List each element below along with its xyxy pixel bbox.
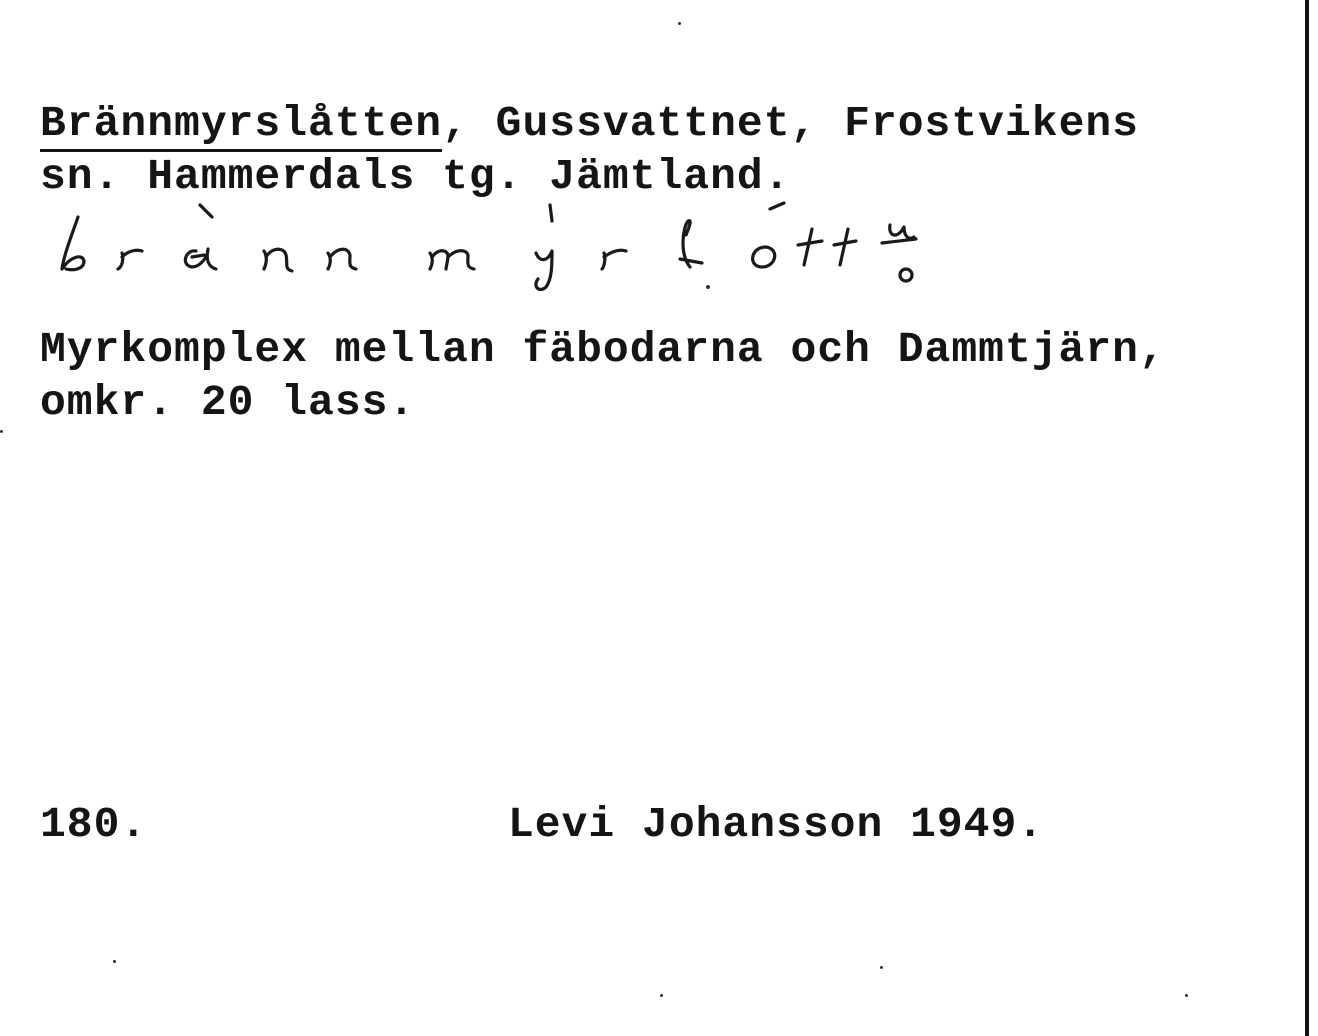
speck (678, 22, 681, 25)
speck (1185, 994, 1188, 997)
heading-location: , Gussvattnet, Frostvikens (442, 99, 1139, 148)
speck (660, 994, 663, 997)
card-edge (1305, 0, 1309, 1036)
description-line-2: omkr. 20 lass. (40, 378, 416, 427)
place-name: Brännmyrslåtten (40, 99, 442, 152)
collector-signature: Levi Johansson 1949. (508, 800, 1045, 849)
speck (880, 966, 883, 969)
phonetic-transcription (0, 195, 1000, 305)
description-line-1: Myrkomplex mellan fäbodarna och Dammtjärn, (40, 325, 1166, 374)
speck (113, 960, 116, 963)
heading-line-2: sn. Hammerdals tg. Jämtland. (40, 152, 791, 201)
card-number: 180. (40, 800, 148, 849)
heading-line-1 (40, 99, 1139, 148)
speck (0, 430, 3, 433)
